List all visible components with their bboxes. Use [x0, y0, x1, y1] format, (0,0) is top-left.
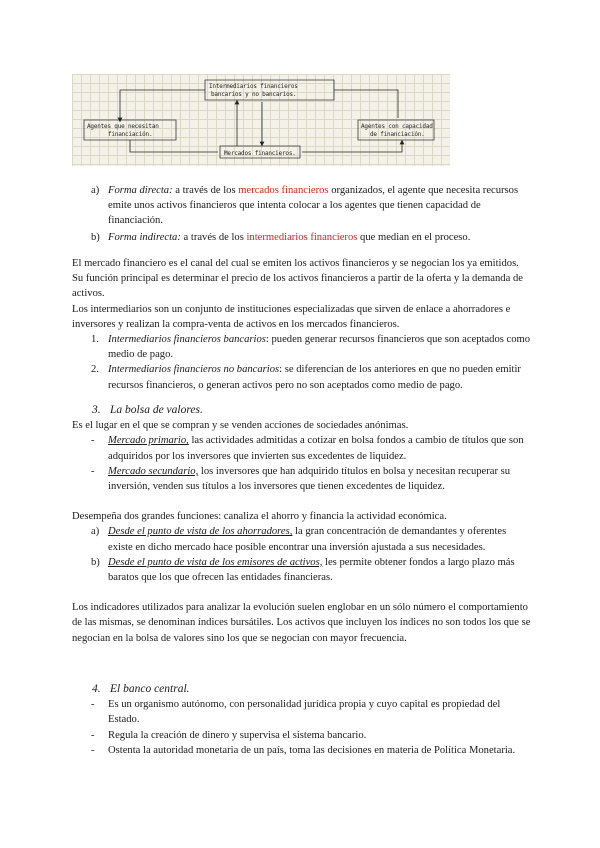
list-item	[72, 230, 532, 245]
list-item	[72, 555, 532, 585]
item-title: Mercado primario,	[108, 435, 189, 447]
list-item	[72, 433, 532, 463]
highlight-text: mercados financieros	[238, 185, 329, 196]
item-text: los inversores que han adquirido títulos en bolsa y necesitan recuperar su inversión, venden sus títulos a los inversores que tienen excedentes de liquidez.	[108, 465, 511, 493]
arrow-to-borrowers	[120, 90, 205, 120]
paragraph: Los intermediarios son un conjunto de instituciones especializadas que sirven de enlace a ahorradores e inversores y realizan la compra-venta de activos en los mercados financieros.	[72, 303, 511, 330]
item-title: Forma directa:	[108, 185, 173, 196]
list-marker: b)	[91, 556, 100, 568]
item-text: : pueden generar recursos financieros que son aceptados como medio de pago.	[108, 334, 531, 361]
paragraph: Desempeña dos grandes funciones: canaliza el ahorro y financia la actividad económica.	[72, 511, 447, 523]
list-item	[72, 464, 532, 494]
list-marker: 1.	[91, 334, 99, 346]
list-marker: -	[91, 744, 95, 756]
list-marker: -	[91, 729, 95, 741]
diagram-label-intermediaries-2: bancarios y no bancarios.	[211, 91, 297, 98]
item-text: que median en el proceso.	[357, 231, 471, 243]
diagram-label-markets: Mercados financieros.	[224, 150, 296, 157]
list-item	[72, 332, 532, 362]
list-marker: -	[91, 435, 95, 447]
item-text: Ostenta la autoridad monetaria de un país, toma las decisiones en materia de Política Monetaria.	[108, 744, 516, 756]
item-title: Desde el punto de vista de los ahorradores,	[108, 526, 293, 538]
arrow-to-lenders	[302, 142, 402, 152]
line-borrowers-markets	[130, 140, 218, 152]
list-item	[72, 697, 532, 727]
item-title: Desde el punto de vista de los emisores de activos,	[108, 556, 323, 568]
forms-list	[72, 183, 532, 245]
banco-section	[72, 682, 532, 758]
section-heading	[72, 682, 532, 697]
item-text: la gran concentración de demandantes y oferentes existe en dicho mercado hace posible encontrar una inversión ajustada a sus necesidades.	[108, 526, 507, 553]
list-marker: 2.	[91, 364, 99, 376]
list-marker: a)	[91, 185, 100, 196]
section-heading	[72, 403, 532, 418]
financial-flow-diagram	[72, 74, 450, 166]
item-text: a través de los	[172, 185, 239, 196]
list-item	[72, 728, 532, 743]
item-text: les permite obtener fondos a largo plazo más baratos que los que ofrecen las entidades financieras.	[108, 556, 515, 584]
list-marker: -	[91, 465, 95, 477]
item-title: Mercado secundario,	[108, 465, 199, 477]
list-item	[72, 362, 532, 392]
mercado-section	[72, 256, 532, 393]
section-title: El banco central.	[110, 683, 190, 695]
item-title: Intermediarios financieros bancarios	[108, 334, 266, 346]
item-title: Forma indirecta:	[108, 231, 181, 243]
list-marker: b)	[91, 231, 100, 243]
bolsa-section	[72, 403, 532, 646]
item-text: Es un organismo autónomo, con personalidad jurídica propia y cuyo capital es propiedad del Estado.	[108, 699, 501, 726]
section-number: 3.	[92, 404, 101, 416]
item-text: las actividades admitidas a cotizar en bolsa fondos a cambio de títulos que son adquiridos por los inversores que invierten sus excedentes de liquidez.	[108, 435, 524, 462]
item-text: organizados, el agente que necesita recursos emite unos activos financieros que intenta colocar a los agentes que tienen capacidad de financiación.	[108, 185, 519, 227]
list-item	[72, 743, 532, 758]
list-marker: -	[91, 699, 95, 711]
item-text: a través de los	[180, 231, 247, 243]
list-marker: a)	[91, 526, 100, 538]
item-text: Regula la creación de dinero y supervisa el sistema bancario.	[108, 729, 367, 741]
diagram-label-lenders-2: de financiación.	[370, 131, 425, 138]
paragraph: El mercado financiero es el canal del cual se emiten los activos financieros y se negocian los ya emitidos. Su función principal es determinar el precio de los activos financieros a partir de la oferta y la demanda de activos.	[72, 258, 523, 300]
line-from-lenders	[334, 90, 398, 118]
item-title: Intermediarios financieros no bancarios	[108, 364, 280, 376]
item-text: : se diferencian de los anteriores en que no pueden emitir recursos financieros, o generan activos pero no son aceptados como medio de pago.	[108, 364, 521, 391]
diagram-drawing	[72, 74, 450, 166]
highlight-text: intermediarios financieros	[246, 231, 358, 243]
list-item	[72, 183, 532, 229]
paragraph: Los indicadores utilizados para analizar la evolución suelen englobar en un sólo número el comportamiento de las mismas, se denominan índices bursátiles. Los activos que incluyen los índices no son todos los que se negocian en la bolsa de valores sino los que se negocian con mayor frecuencia.	[72, 602, 531, 644]
diagram-label-intermediaries-1: Intermediarios financieros	[209, 83, 298, 90]
list-item	[72, 524, 532, 554]
diagram-label-lenders-1: Agentes con capacidad	[361, 123, 433, 130]
section-title: La bolsa de valores.	[110, 404, 203, 416]
paragraph: Es el lugar en el que se compran y se venden acciones de sociedades anónimas.	[72, 420, 409, 432]
diagram-label-borrowers-2: financiación.	[108, 131, 153, 138]
section-number: 4.	[92, 683, 101, 695]
diagram-label-borrowers-1: Agentes que necesitan	[87, 123, 159, 130]
